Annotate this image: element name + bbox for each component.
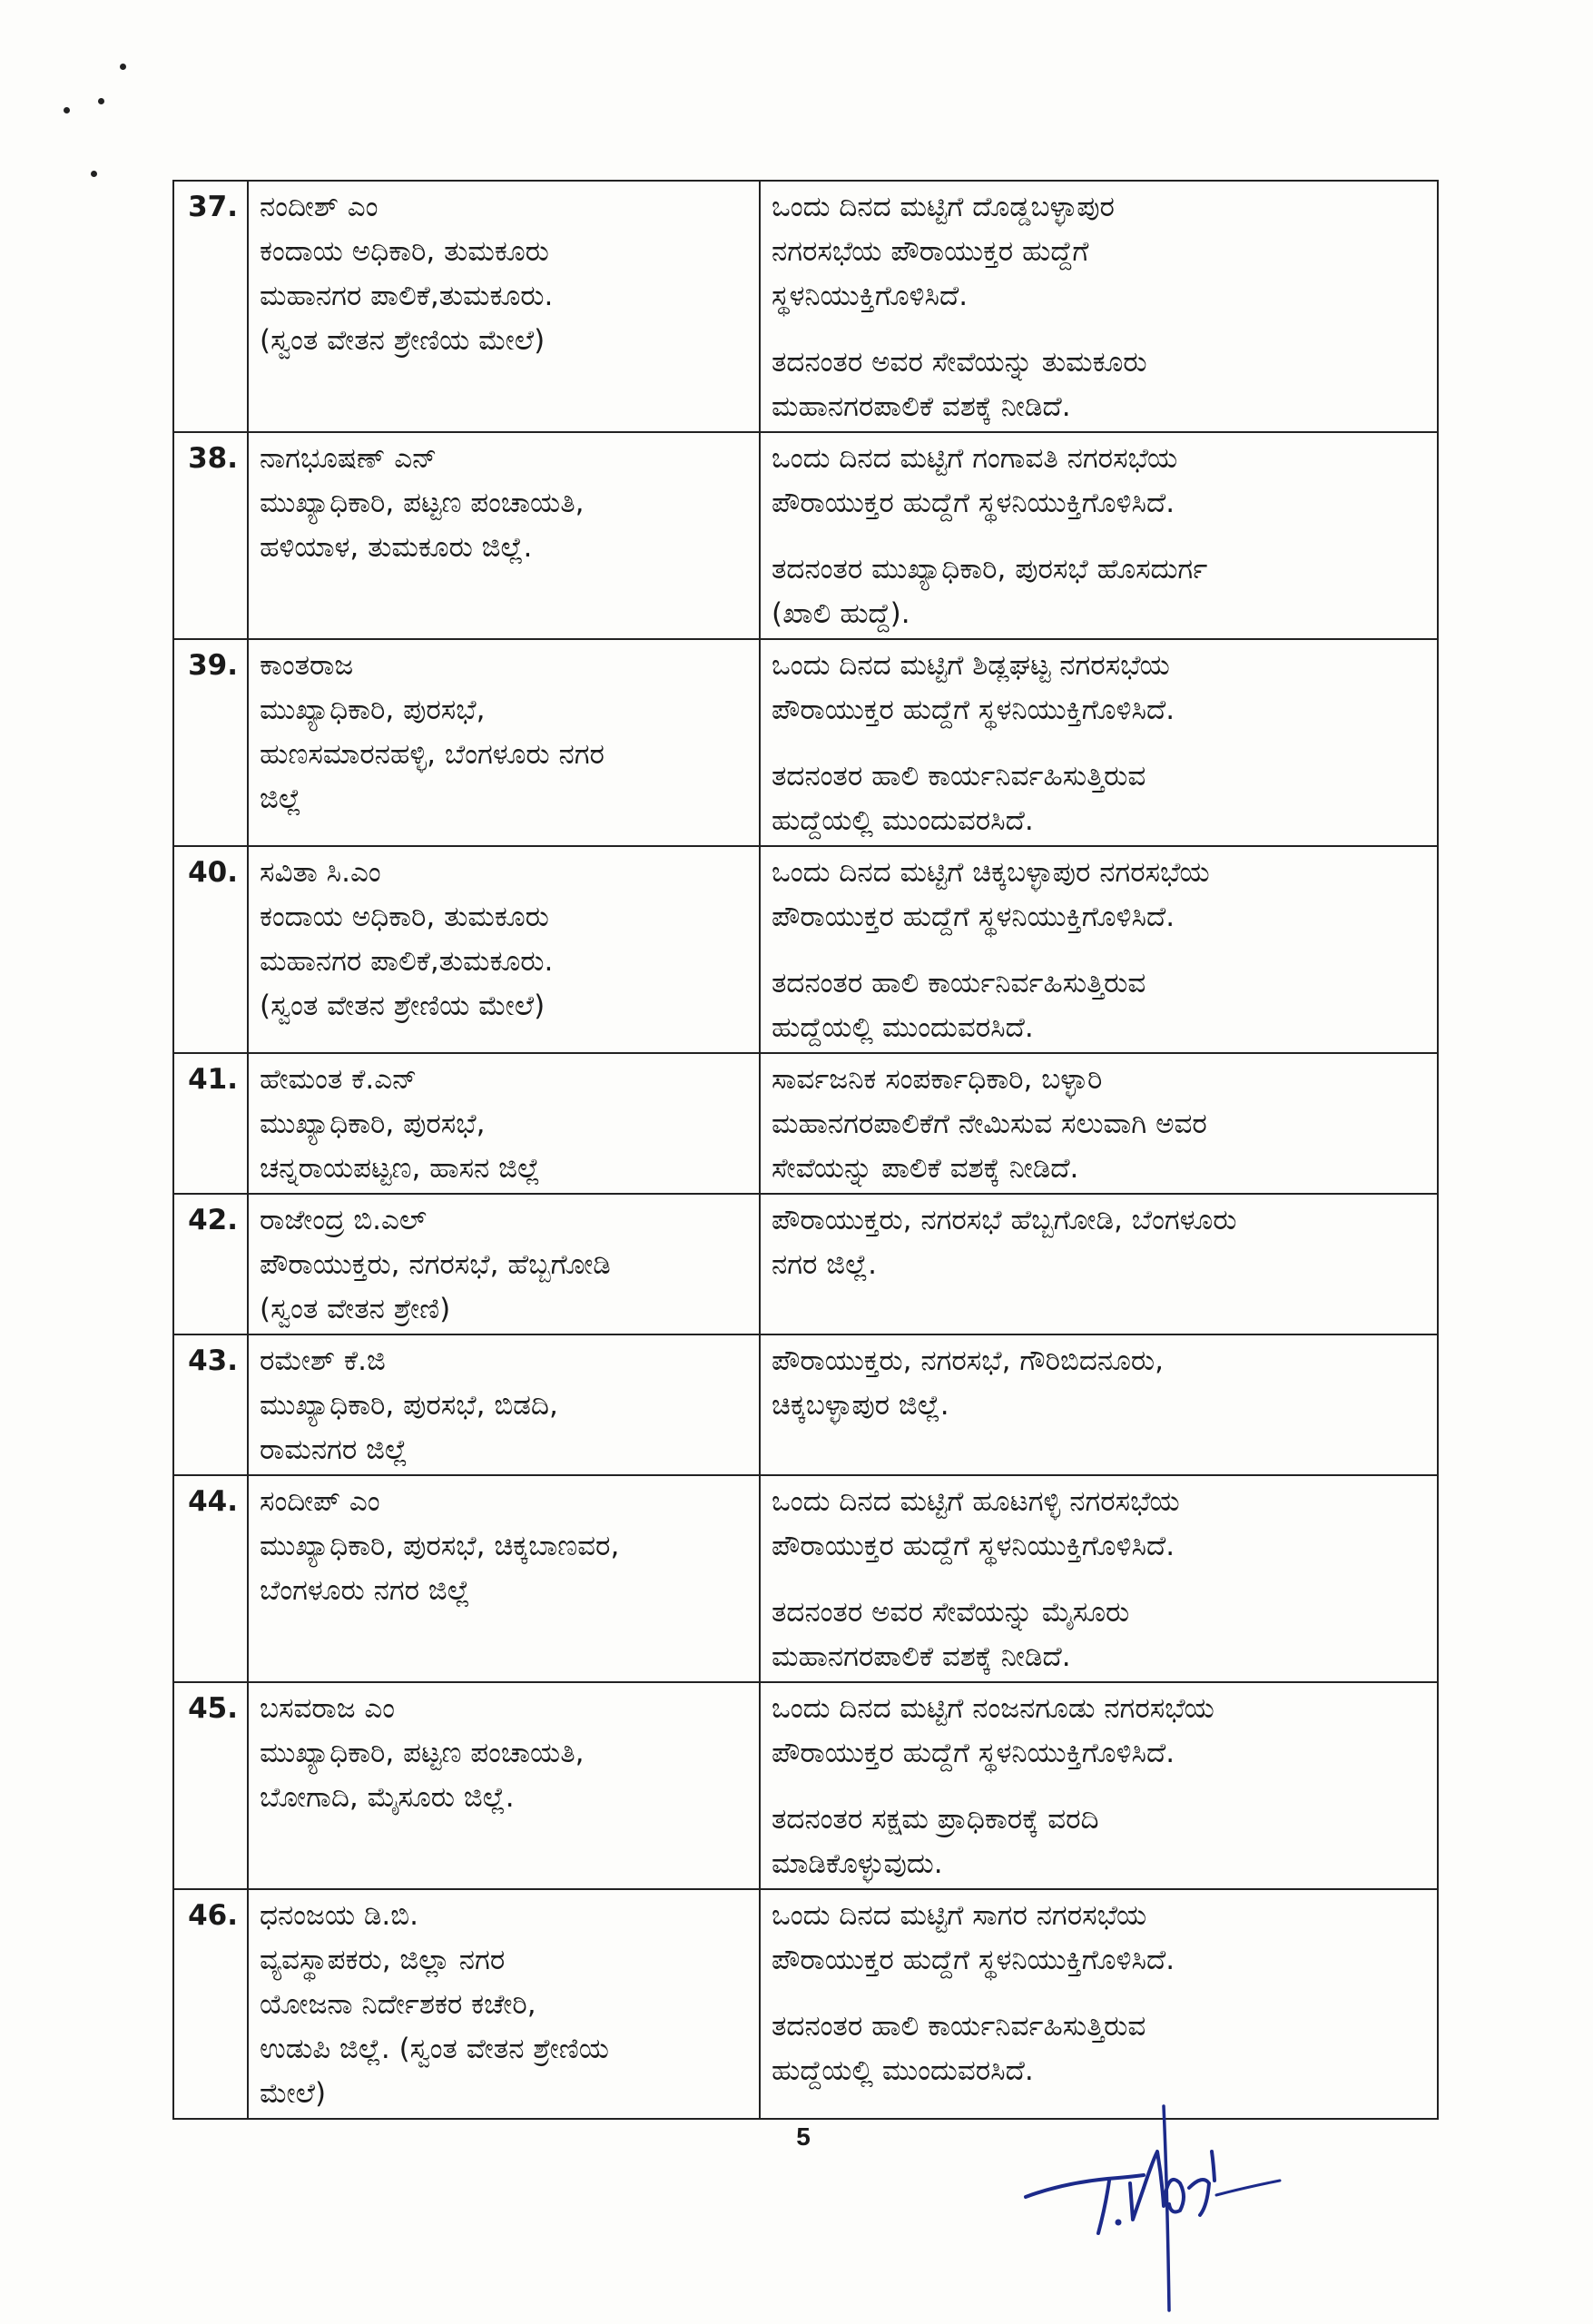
subsequent-order-line: ಹುದ್ದೆಯಲ್ಲಿ ಮುಂದುವರಸಿದೆ.: [772, 804, 1034, 837]
officer-details-cell: [248, 1889, 760, 2119]
officer-designation-line: ಮುಖ್ಯಾಧಿಕಾರಿ, ಪುರಸಭೆ, ಚಿಕ್ಕಬಾಣವರ,: [260, 1530, 620, 1562]
officer-designation-line: ಯೋಜನಾ ನಿರ್ದೇಶಕರ ಕಚೇರಿ,: [260, 1988, 536, 2021]
subsequent-order-line: ತದನಂತರ ಅವರ ಸೇವೆಯನ್ನು ಮೈಸೂರು: [772, 1596, 1130, 1629]
posting-order-cell: [760, 1053, 1438, 1194]
officer-designation-line: ಬೋಗಾದಿ, ಮೈಸೂರು ಜಿಲ್ಲೆ.: [260, 1781, 515, 1814]
posting-order-line: ಒಂದು ದಿನದ ಮಟ್ಟಿಗೆ ಶಿಡ್ಲಘಟ್ಟ ನಗರಸಭೆಯ: [772, 649, 1170, 682]
paragraph-gap: [772, 940, 1428, 961]
posting-order-cell: [760, 432, 1438, 639]
scan-speck: [64, 107, 70, 113]
posting-order-line: ಸಾರ್ವಜನಿಕ ಸಂಪರ್ಕಾಧಿಕಾರಿ, ಬಳ್ಳಾರಿ: [772, 1063, 1103, 1096]
posting-order-line: ಮಹಾನಗರಪಾಲಿಕೆಗೆ ನೇಮಿಸುವ ಸಲುವಾಗಿ ಅವರ: [772, 1108, 1207, 1140]
officer-designation-line: ವ್ಯವಸ್ಥಾಪಕರು, ಜಿಲ್ಲಾ ನಗರ: [260, 1944, 506, 1976]
paragraph-gap: [772, 733, 1428, 754]
officer-name: ಬಸವರಾಜ ಎಂ: [260, 1692, 396, 1725]
officer-name: ರಮೇಶ್ ಕೆ.ಜಿ: [260, 1344, 386, 1377]
table-row: [173, 1334, 1438, 1475]
officer-details-cell: [248, 1334, 760, 1475]
serial-number: 40.: [173, 846, 248, 1053]
officer-designation-line: ಉಡುಪಿ ಜಿಲ್ಲೆ. (ಸ್ವಂತ ವೇತನ ಶ್ರೇಣಿಯ: [260, 2033, 609, 2065]
paragraph-gap: [772, 1983, 1428, 2004]
officer-name: ನಾಗಭೂಷಣ್ ಎನ್: [260, 442, 438, 475]
subsequent-order-line: ಹುದ್ದೆಯಲ್ಲಿ ಮುಂದುವರಸಿದೆ.: [772, 1011, 1034, 1044]
table-row: [173, 181, 1438, 432]
officer-designation-line: ಬೆಂಗಳೂರು ನಗರ ಜಿಲ್ಲೆ: [260, 1574, 470, 1607]
subsequent-order-line: ಮಹಾನಗರಪಾಲಿಕೆ ವಶಕ್ಕೆ ನೀಡಿದೆ.: [772, 390, 1071, 423]
posting-order-line: ಸೇವೆಯನ್ನು ಪಾಲಿಕೆ ವಶಕ್ಕೆ ನೀಡಿದೆ.: [772, 1152, 1079, 1185]
subsequent-order-line: ತದನಂತರ ಹಾಲಿ ಕಾರ್ಯನಿರ್ವಹಿಸುತ್ತಿರುವ: [772, 2010, 1146, 2043]
officer-name: ಹೇಮಂತ ಕೆ.ಎನ್: [260, 1063, 418, 1096]
officer-details-cell: [248, 1053, 760, 1194]
scan-speck: [98, 98, 104, 104]
serial-number: 46.: [173, 1889, 248, 2119]
posting-order-line: ನಗರ ಜಿಲ್ಲೆ.: [772, 1248, 877, 1281]
officer-designation-line: ಹುಣಸಮಾರನಹಳ್ಳಿ, ಬೆಂಗಳೂರು ನಗರ: [260, 738, 605, 771]
page-number: 5: [796, 2122, 811, 2151]
posting-order-line: ಪೌರಾಯುಕ್ತರ ಹುದ್ದೆಗೆ ಸ್ಥಳನಿಯುಕ್ತಿಗೊಳಿಸಿದೆ.: [772, 694, 1175, 726]
posting-order-line: ಸ್ಥಳನಿಯುಕ್ತಿಗೊಳಿಸಿದೆ.: [772, 280, 969, 312]
officer-designation-line: ಜಿಲ್ಲೆ: [260, 783, 301, 815]
paragraph-gap: [772, 1569, 1428, 1590]
posting-order-line: ಚಿಕ್ಕಬಳ್ಳಾಪುರ ಜಿಲ್ಲೆ.: [772, 1389, 949, 1422]
posting-order-line: ಪೌರಾಯುಕ್ತರ ಹುದ್ದೆಗೆ ಸ್ಥಳನಿಯುಕ್ತಿಗೊಳಿಸಿದೆ.: [772, 487, 1175, 519]
officer-name: ಸಂದೀಪ್ ಎಂ: [260, 1485, 380, 1518]
serial-number: 41.: [173, 1053, 248, 1194]
subsequent-order-line: ತದನಂತರ ಮುಖ್ಯಾಧಿಕಾರಿ, ಪುರಸಭೆ ಹೊಸದುರ್ಗ: [772, 553, 1208, 586]
serial-number: 44.: [173, 1475, 248, 1682]
scan-speck: [91, 171, 97, 177]
posting-order-line: ಒಂದು ದಿನದ ಮಟ್ಟಿಗೆ ಹೂಟಗಳ್ಳಿ ನಗರಸಭೆಯ: [772, 1485, 1180, 1518]
subsequent-order-line: ತದನಂತರ ಹಾಲಿ ಕಾರ್ಯನಿರ್ವಹಿಸುತ್ತಿರುವ: [772, 967, 1146, 1000]
posting-order-cell: [760, 639, 1438, 846]
officer-details-cell: [248, 1194, 760, 1334]
table-row: [173, 1682, 1438, 1889]
officer-designation-line: ಮಹಾನಗರ ಪಾಲಿಕೆ,ತುಮಕೂರು.: [260, 945, 554, 978]
posting-order-line: ಒಂದು ದಿನದ ಮಟ್ಟಿಗೆ ನಂಜನಗೂಡು ನಗರಸಭೆಯ: [772, 1692, 1214, 1725]
officer-designation-line: ಮುಖ್ಯಾಧಿಕಾರಿ, ಪುರಸಭೆ,: [260, 1108, 486, 1140]
officer-designation-line: (ಸ್ವಂತ ವೇತನ ಶ್ರೇಣಿಯ ಮೇಲೆ): [260, 324, 546, 357]
table-row: [173, 1194, 1438, 1334]
subsequent-order-line: ಮಹಾನಗರಪಾಲಿಕೆ ವಶಕ್ಕೆ ನೀಡಿದೆ.: [772, 1640, 1071, 1673]
posting-order-line: ಪೌರಾಯುಕ್ತರ ಹುದ್ದೆಗೆ ಸ್ಥಳನಿಯುಕ್ತಿಗೊಳಿಸಿದೆ.: [772, 1530, 1175, 1562]
posting-order-line: ನಗರಸಭೆಯ ಪೌರಾಯುಕ್ತರ ಹುದ್ದೆಗೆ: [772, 235, 1089, 268]
officer-designation-line: ಪೌರಾಯುಕ್ತರು, ನಗರಸಭೆ, ಹೆಬ್ಬಗೋಡಿ: [260, 1248, 611, 1281]
officer-details-cell: [248, 1475, 760, 1682]
posting-order-cell: [760, 1194, 1438, 1334]
officer-designation-line: ಕಂದಾಯ ಅಧಿಕಾರಿ, ತುಮಕೂರು: [260, 235, 549, 268]
officer-designation-line: ಮುಖ್ಯಾಧಿಕಾರಿ, ಪಟ್ಟಣ ಪಂಚಾಯತಿ,: [260, 487, 585, 519]
officer-details-cell: [248, 432, 760, 639]
posting-order-cell: [760, 1334, 1438, 1475]
posting-order-line: ಪೌರಾಯುಕ್ತರ ಹುದ್ದೆಗೆ ಸ್ಥಳನಿಯುಕ್ತಿಗೊಳಿಸಿದೆ.: [772, 1944, 1175, 1976]
officer-name: ಕಾಂತರಾಜ: [260, 649, 354, 682]
posting-order-line: ಪೌರಾಯುಕ್ತರ ಹುದ್ದೆಗೆ ಸ್ಥಳನಿಯುಕ್ತಿಗೊಳಿಸಿದೆ.: [772, 901, 1175, 933]
table-row: [173, 846, 1438, 1053]
scan-speck: [120, 64, 126, 70]
paragraph-gap: [772, 526, 1428, 547]
posting-order-cell: [760, 1682, 1438, 1889]
posting-order-line: ಒಂದು ದಿನದ ಮಟ್ಟಿಗೆ ಚಿಕ್ಕಬಳ್ಳಾಪುರ ನಗರಸಭೆಯ: [772, 856, 1210, 889]
officer-designation-line: (ಸ್ವಂತ ವೇತನ ಶ್ರೇಣಿ): [260, 1293, 451, 1325]
serial-number: 42.: [173, 1194, 248, 1334]
serial-number: 43.: [173, 1334, 248, 1475]
officer-details-cell: [248, 846, 760, 1053]
subsequent-order-line: ತದನಂತರ ಹಾಲಿ ಕಾರ್ಯನಿರ್ವಹಿಸುತ್ತಿರುವ: [772, 760, 1146, 793]
paragraph-gap: [772, 1776, 1428, 1797]
officer-details-cell: [248, 639, 760, 846]
table-row: [173, 639, 1438, 846]
officer-designation-line: ಮೇಲೆ): [260, 2077, 327, 2110]
serial-number: 37.: [173, 181, 248, 432]
posting-order-cell: [760, 1889, 1438, 2119]
officer-name: ನಂದೀಶ್ ಎಂ: [260, 191, 379, 223]
posting-order-line: ಒಂದು ದಿನದ ಮಟ್ಟಿಗೆ ದೊಡ್ಡಬಳ್ಳಾಪುರ: [772, 191, 1115, 223]
posting-order-cell: [760, 181, 1438, 432]
posting-order-line: ಒಂದು ದಿನದ ಮಟ್ಟಿಗೆ ಗಂಗಾವತಿ ನಗರಸಭೆಯ: [772, 442, 1178, 475]
posting-order-line: ಪೌರಾಯುಕ್ತರು, ನಗರಸಭೆ ಹೆಬ್ಬಗೋಡಿ, ಬೆಂಗಳೂರು: [772, 1204, 1237, 1236]
officer-details-cell: [248, 181, 760, 432]
officer-name: ಸವಿತಾ ಸಿ.ಎಂ: [260, 856, 381, 889]
posting-order-cell: [760, 846, 1438, 1053]
serial-number: 45.: [173, 1682, 248, 1889]
officer-designation-line: ಮುಖ್ಯಾಧಿಕಾರಿ, ಪುರಸಭೆ, ಬಿಡದಿ,: [260, 1389, 558, 1422]
officer-designation-line: ರಾಮನಗರ ಜಿಲ್ಲೆ: [260, 1433, 408, 1466]
subsequent-order-line: (ಖಾಲಿ ಹುದ್ದೆ).: [772, 597, 910, 630]
officer-designation-line: ಚನ್ನರಾಯಪಟ್ಟಣ, ಹಾಸನ ಜಿಲ್ಲೆ: [260, 1152, 540, 1185]
posting-order-cell: [760, 1475, 1438, 1682]
table-row: [173, 1889, 1438, 2119]
subsequent-order-line: ಹುದ್ದೆಯಲ್ಲಿ ಮುಂದುವರಸಿದೆ.: [772, 2054, 1034, 2087]
subsequent-order-line: ತದನಂತರ ಸಕ್ಷಮ ಪ್ರಾಧಿಕಾರಕ್ಕೆ ವರದಿ: [772, 1803, 1099, 1836]
officer-details-cell: [248, 1682, 760, 1889]
officer-designation-line: ಮುಖ್ಯಾಧಿಕಾರಿ, ಪಟ್ಟಣ ಪಂಚಾಯತಿ,: [260, 1737, 585, 1769]
posting-order-line: ಒಂದು ದಿನದ ಮಟ್ಟಿಗೆ ಸಾಗರ ನಗರಸಭೆಯ: [772, 1899, 1147, 1932]
handwritten-signature: [1008, 2097, 1307, 2315]
paragraph-gap: [772, 319, 1428, 340]
officer-name: ರಾಜೇಂದ್ರ ಬಿ.ಎಲ್: [260, 1204, 428, 1236]
officer-designation-line: ಮುಖ್ಯಾಧಿಕಾರಿ, ಪುರಸಭೆ,: [260, 694, 486, 726]
table-row: [173, 1053, 1438, 1194]
officer-designation-line: ಕಂದಾಯ ಅಧಿಕಾರಿ, ತುಮಕೂರು: [260, 901, 549, 933]
officer-designation-line: ಮಹಾನಗರ ಪಾಲಿಕೆ,ತುಮಕೂರು.: [260, 280, 554, 312]
table-row: [173, 432, 1438, 639]
officer-designation-line: ಹಳಿಯಾಳ, ತುಮಕೂರು ಜಿಲ್ಲೆ.: [260, 531, 533, 564]
serial-number: 39.: [173, 639, 248, 846]
serial-number: 38.: [173, 432, 248, 639]
officer-name: ಧನಂಜಯ ಡಿ.ಬಿ.: [260, 1899, 418, 1932]
posting-order-line: ಪೌರಾಯುಕ್ತರು, ನಗರಸಭೆ, ಗೌರಿಬಿದನೂರು,: [772, 1344, 1164, 1377]
subsequent-order-line: ತದನಂತರ ಅವರ ಸೇವೆಯನ್ನು ತುಮಕೂರು: [772, 346, 1147, 379]
subsequent-order-line: ಮಾಡಿಕೊಳ್ಳುವುದು.: [772, 1847, 943, 1880]
transfer-orders-table: [172, 180, 1439, 2120]
posting-order-line: ಪೌರಾಯುಕ್ತರ ಹುದ್ದೆಗೆ ಸ್ಥಳನಿಯುಕ್ತಿಗೊಳಿಸಿದೆ.: [772, 1737, 1175, 1769]
table-row: [173, 1475, 1438, 1682]
officer-designation-line: (ಸ್ವಂತ ವೇತನ ಶ್ರೇಣಿಯ ಮೇಲೆ): [260, 990, 546, 1022]
